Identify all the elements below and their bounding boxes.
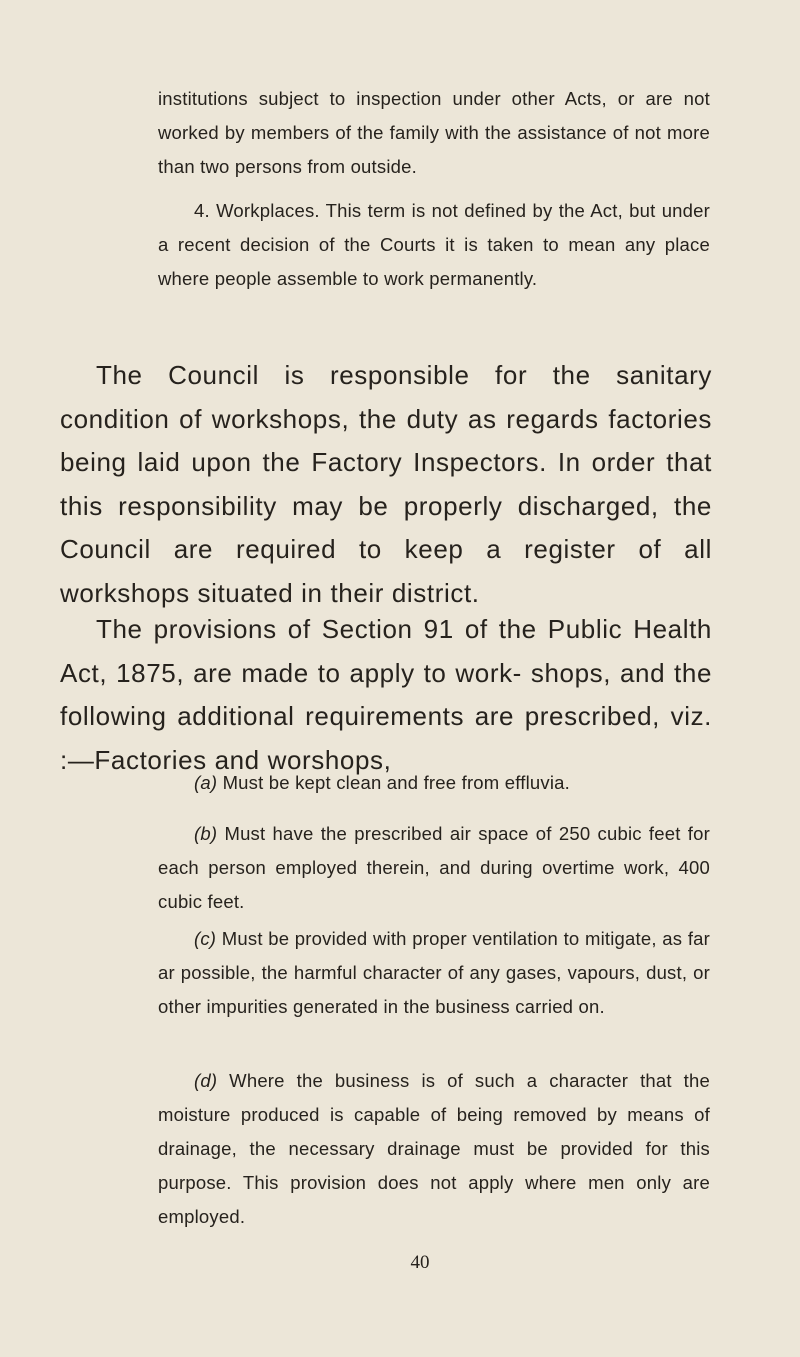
requirement-label: (a) <box>194 772 218 793</box>
page-number: 40 <box>410 1252 430 1273</box>
requirement-text: Must have the prescribed air space of 250 cubic feet for each person employed therein, and during overtime work, 400 cubic feet. <box>158 823 710 912</box>
requirement-label: (d) <box>194 1070 218 1091</box>
definition-number: 4. <box>194 200 210 221</box>
requirement-b <box>158 817 710 919</box>
requirement-text: Must be kept clean and free from effluvia. <box>222 772 570 793</box>
requirement-d <box>158 1064 710 1234</box>
provisions-paragraph: The provisions of Section 91 of the Public Health Act, 1875, are made to apply to work- shops, and the following additional requirements are prescribed, viz. :—Factories and worshops, <box>60 614 712 775</box>
requirement-c <box>158 922 710 1024</box>
definition-text: Workplaces. This term is not defined by the Act, but under a recent decision of the Courts it is taken to mean any place where people assemble to work permanently. <box>158 200 711 289</box>
requirement-a <box>158 766 710 800</box>
definition-workplaces <box>158 194 710 296</box>
requirement-label: (b) <box>194 823 218 844</box>
council-paragraph: The Council is responsible for the sanitary condition of workshops, the duty as regards factories being laid upon the Factory Inspectors. In order that this responsibility may be properly discharged, the Council are required to keep a register of all workshops situated in their district. <box>60 360 712 608</box>
requirement-label: (c) <box>194 928 217 949</box>
requirement-text: Must be provided with proper ventilation to mitigate, as far ar possible, the harmful character of any gases, vapours, dust, or other impurities generated in the business carried on. <box>158 928 711 1017</box>
requirement-text: Where the business is of such a character that the moisture produced is capable of being removed by means of drainage, the necessary drainage must be provided for this purpose. This provision does not apply where men only are employed. <box>158 1070 710 1227</box>
continuation-paragraph: institutions subject to inspection under other Acts, or are not worked by members of the family with the assistance of not more than two persons from outside. <box>158 88 710 177</box>
